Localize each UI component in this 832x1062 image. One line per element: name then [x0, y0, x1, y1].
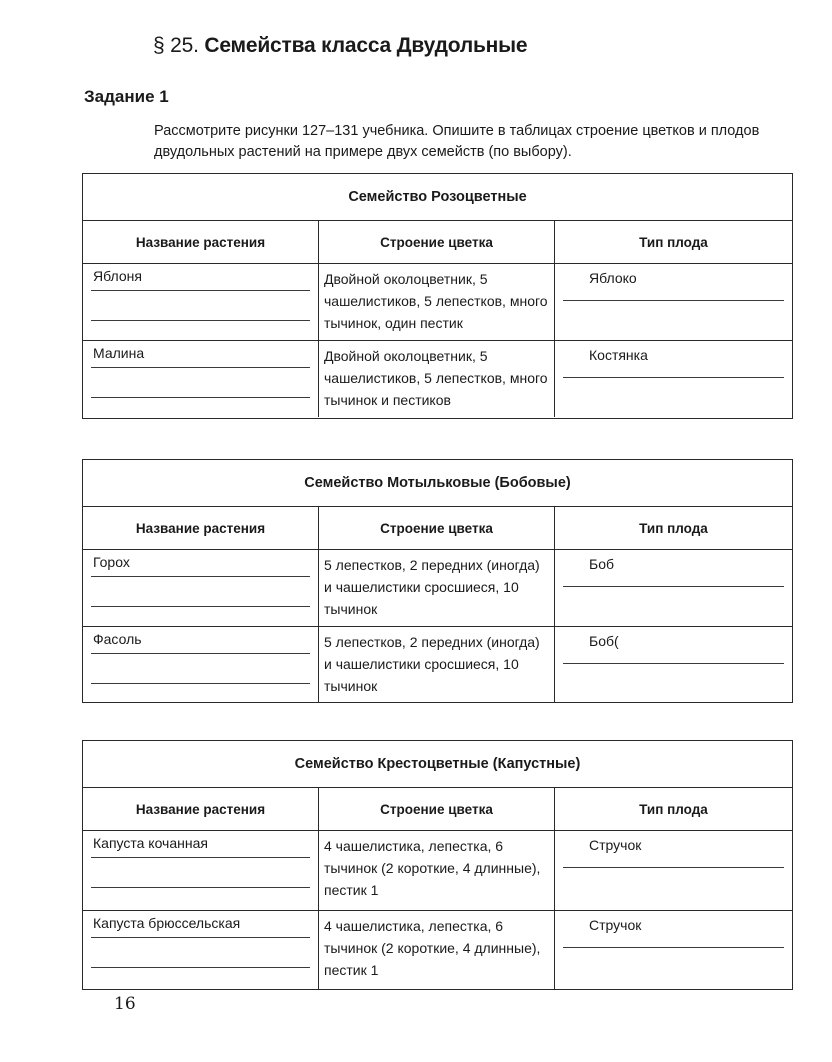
- plant-name: Капуста брюссельская: [93, 915, 241, 931]
- fruit-type-cell: [555, 264, 792, 340]
- family-table-fabaceae: [82, 459, 793, 703]
- header-flower-structure: Строение цветка: [319, 507, 555, 549]
- task-label: Задание 1: [84, 87, 169, 106]
- plant-name-cell: [83, 831, 319, 910]
- fruit-type: Стручок: [589, 837, 642, 853]
- section-number: § 25.: [153, 34, 199, 57]
- flower-structure: Двойной околоцветник, 5 чашелистиков, 5 лепестков, много тычинок, один пестик: [319, 264, 555, 340]
- task-instructions: Рассмотрите рисунки 127–131 учебника. Опишите в таблицах строение цветков и плодов двудольных растений на примере двух семейств (по выбору).: [154, 123, 760, 160]
- fruit-type-cell: [555, 831, 792, 910]
- family-title: Семейство Розоцветные: [83, 174, 792, 221]
- answer-line: [91, 606, 310, 607]
- plant-name: Капуста кочанная: [93, 835, 208, 851]
- header-row: [83, 221, 792, 264]
- fruit-type: Боб: [589, 556, 614, 572]
- answer-line: [91, 290, 310, 291]
- plant-name-cell: [83, 627, 319, 703]
- flower-structure: 5 лепестков, 2 передних (иногда) и чашелистики сросшиеся, 10 тычинок: [319, 627, 555, 703]
- plant-name: Малина: [93, 345, 145, 361]
- header-row: [83, 788, 792, 831]
- family-title: Семейство Мотыльковые (Бобовые): [83, 460, 792, 507]
- answer-line: [563, 586, 784, 587]
- answer-line: [91, 320, 310, 321]
- header-fruit-type: Тип плода: [639, 520, 708, 536]
- family-table-brassicaceae: [82, 740, 793, 990]
- answer-line: [563, 377, 784, 378]
- fruit-type-cell: [555, 911, 792, 990]
- header-flower-structure: Строение цветка: [319, 788, 555, 830]
- plant-name-cell: [83, 264, 319, 340]
- flower-structure: 5 лепестков, 2 передних (иногда) и чашелистики сросшиеся, 10 тычинок: [319, 550, 555, 626]
- answer-line: [91, 857, 310, 858]
- answer-line: [91, 937, 310, 938]
- header-fruit-type: Тип плода: [639, 801, 708, 817]
- table-row: [83, 910, 792, 990]
- family-table-rosaceae: [82, 173, 793, 419]
- plant-name: Яблоня: [93, 268, 142, 284]
- table-row: [83, 340, 792, 417]
- header-plant-name: Название растения: [83, 788, 319, 830]
- answer-line: [91, 653, 310, 654]
- plant-name: Горох: [93, 554, 130, 570]
- family-title: Семейство Крестоцветные (Капустные): [83, 741, 792, 788]
- flower-structure: 4 чашелистика, лепестка, 6 тычинок (2 короткие, 4 длинные), пестик 1: [319, 911, 555, 990]
- header-fruit-type: Тип плода: [639, 234, 708, 250]
- answer-line: [91, 887, 310, 888]
- flower-structure: Двойной околоцветник, 5 чашелистиков, 5 лепестков, много тычинок и пестиков: [319, 341, 555, 417]
- answer-line: [563, 663, 784, 664]
- fruit-type: Яблоко: [589, 270, 637, 286]
- plant-name-cell: [83, 550, 319, 626]
- answer-line: [563, 300, 784, 301]
- answer-line: [91, 967, 310, 968]
- table-row: [83, 264, 792, 340]
- plant-name-cell: [83, 911, 319, 990]
- section-title: Семейства класса Двудольные: [204, 34, 528, 57]
- answer-line: [91, 397, 310, 398]
- fruit-type: Костянка: [589, 347, 648, 363]
- table-row: [83, 831, 792, 910]
- table-row: [83, 626, 792, 703]
- answer-line: [91, 576, 310, 577]
- table-row: [83, 550, 792, 626]
- fruit-type: Боб(: [589, 633, 619, 649]
- answer-line: [563, 867, 784, 868]
- fruit-type-cell: [555, 341, 792, 417]
- plant-name: Фасоль: [93, 631, 142, 647]
- flower-structure: 4 чашелистика, лепестка, 6 тычинок (2 короткие, 4 длинные), пестик 1: [319, 831, 555, 910]
- answer-line: [91, 367, 310, 368]
- plant-name-cell: [83, 341, 319, 417]
- fruit-type-cell: [555, 627, 792, 703]
- page-heading: [153, 34, 527, 58]
- header-flower-structure: Строение цветка: [319, 221, 555, 263]
- header-row: [83, 507, 792, 550]
- answer-line: [563, 947, 784, 948]
- fruit-type: Стручок: [589, 917, 642, 933]
- header-plant-name: Название растения: [83, 221, 319, 263]
- fruit-type-cell: [555, 550, 792, 626]
- answer-line: [91, 683, 310, 684]
- header-plant-name: Название растения: [83, 507, 319, 549]
- page-number: 16: [114, 994, 136, 1014]
